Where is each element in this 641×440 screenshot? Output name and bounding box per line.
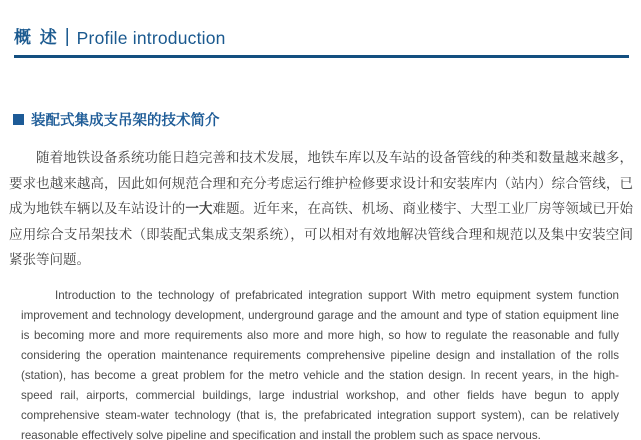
page-title (14, 27, 627, 49)
section-heading (13, 109, 627, 130)
section-heading-label: 装配式集成支吊架的技术简介 (31, 113, 220, 129)
page-title-zh: 概 述 (14, 28, 59, 47)
intro-paragraph-zh-part1: 随着地铁设备系统功能日趋完善和技术发展，地铁车库以及车站的设备管线的种类和数量越来越多， 要求也越来越高，因此如何规范合理和充分考虑运行维护检修要求设计和安装库内（站内）综合管线，已成为地铁车辆以及车站设计的 (9, 150, 633, 217)
page-title-en: Profile introduction (76, 28, 226, 48)
intro-paragraph-en: Introduction to the technology of prefabricated integration support With metro equipment system function improvement and technology development, underground garage and the amount and type of station equipment line is becoming more and more requirements also more and more high, so how to regulate the reasonable and fully considering the operation maintenance requirements comprehensive pipeline design and installation of the rolls (station), has become a great problem for the metro vehicle and the station design. In recent years, in the high-speed rail, airports, commercial buildings, large industrial workshop, and other fields have begun to apply comprehensive steam-water technology (that is, the prefabricated integration support system), can be relatively reasonable effectively solve pipeline and specification and install the problem such as space nervous. (21, 288, 619, 440)
page-header (0, 0, 641, 58)
intro-paragraph-zh-part2: 难题。近年来，在高铁、机场、商业楼宇、大型工业厂房等领域已开始应用综合支吊架技术（即装配式集成支架系统），可以相对有效地解决管线合理和规范以及集中安装空间紧张等问题。 (9, 201, 634, 268)
intro-paragraph-zh (9, 145, 633, 273)
title-separator: | (64, 26, 70, 47)
square-bullet-icon (13, 114, 24, 125)
intro-paragraph-zh-bold: 一大 (185, 201, 213, 217)
header-rule (14, 55, 629, 58)
